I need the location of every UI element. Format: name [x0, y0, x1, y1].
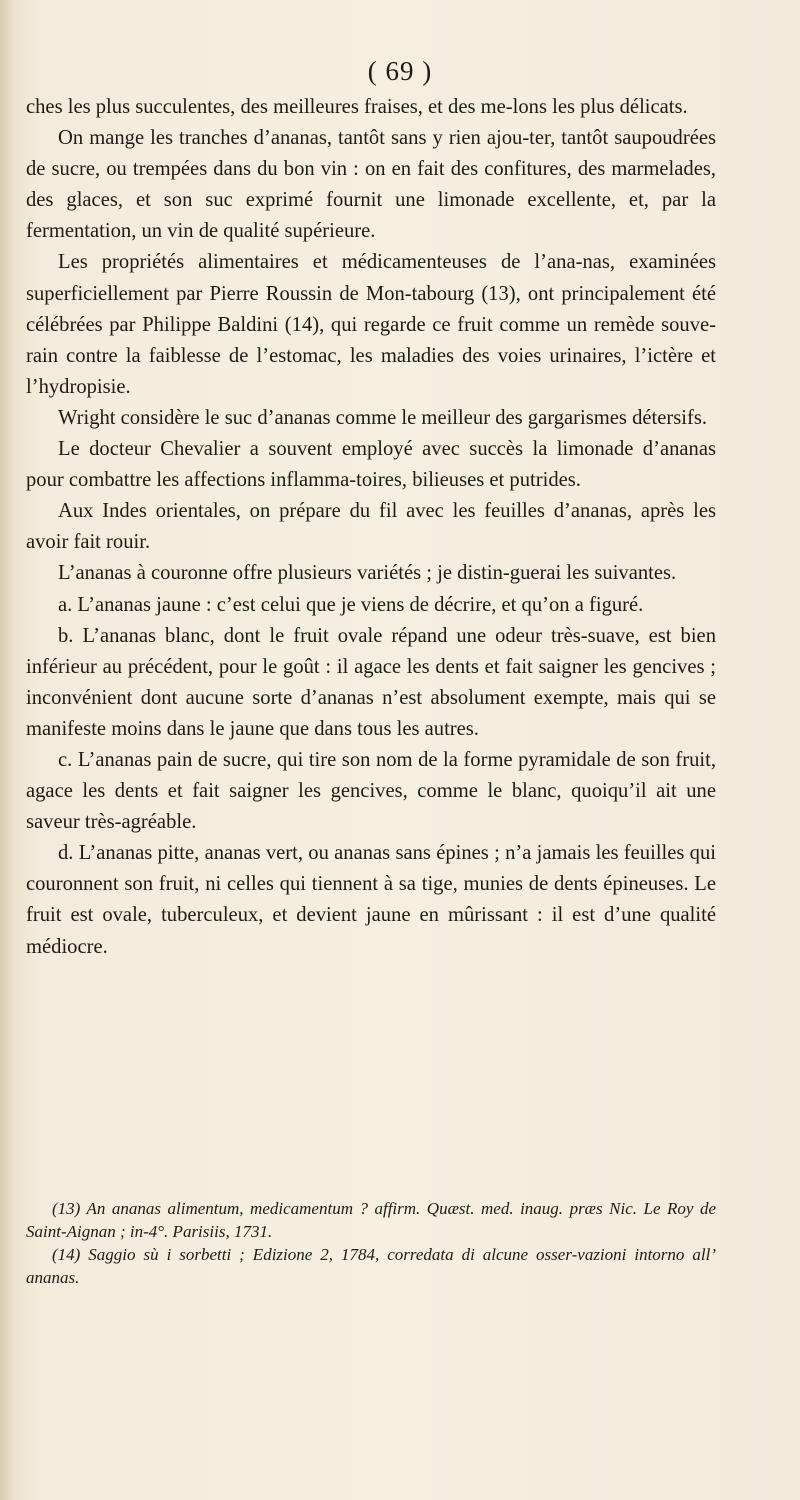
paragraph: Wright considère le suc d’ananas comme le meilleur des gargarismes détersifs. — [58, 406, 707, 429]
paragraph: c. L’ananas pain de sucre, qui tire son nom de la forme pyramidale de son fruit, agace les dents et fait saigner les gencives, comme le blanc, quoiqu’il ait une saveur très-agréable. — [26, 748, 716, 834]
paragraph: On mange les tranches d’ananas, tantôt sans y rien ajou-ter, tantôt saupoudrées de sucre, ou trempées dans du bon vin : on en fait des confitures, des marmelades, des glaces, et son suc exprimé fournit une limonade excellente, et, par la fermentation, un vin de qualité supérieure. — [26, 127, 716, 243]
paragraph: Les propriétés alimentaires et médicamenteuses de l’ana-nas, examinées superficiellement par Pierre Roussin de Mon-tabourg (13), ont principalement été célébrées par Philippe Baldini (14), qui regarde ce fruit comme un remède souve-rain contre la faiblesse de l’estomac, les maladies des voies urinaires, l’ictère et l’hydropisie. — [26, 251, 716, 398]
paragraph: L’ananas à couronne offre plusieurs variétés ; je distin-guerai les suivantes. — [58, 562, 677, 585]
paragraph: b. L’ananas blanc, dont le fruit ovale répand une odeur très-suave, est bien inférieur au précédent, pour le goût : il agace les dents et fait saigner les gencives ; inconvénient dont aucune sorte d’ananas n’est absolument exempte, mais qui se manifeste moins dans le jaune que dans tous les autres. — [26, 624, 716, 740]
page-number: ( 69 ) — [367, 56, 433, 86]
page-edge — [0, 0, 14, 1500]
paragraph: ches les plus succulentes, des meilleures fraises, et des me-lons les plus délicats. — [26, 96, 688, 118]
paragraph: Aux Indes orientales, on prépare du fil avec les feuilles d’ananas, après les avoir fait rouir. — [26, 500, 716, 554]
paragraph: a. L’ananas jaune : c’est celui que je viens de décrire, et qu’on a figuré. — [58, 593, 644, 616]
footnote-text: (13) An ananas alimentum, medicamentum ? affirm. Quæst. med. inaug. præs Nic. Le Roy de Saint-Aignan ; in-4°. Parisiis, 1731. — [26, 1199, 716, 1241]
main-text — [26, 92, 716, 963]
footnote — [26, 1197, 716, 1243]
footnote — [26, 1243, 716, 1289]
footnote-text: (14) Saggio sù i sorbetti ; Edizione 2, 1784, corredata di alcune osser-vazioni intorno all’ ananas. — [26, 1245, 716, 1287]
paragraph: d. L’ananas pitte, ananas vert, ou ananas sans épines ; n’a jamais les feuilles qui couronnent son fruit, ni celles qui tiennent à sa tige, munies de dents épineuses. Le fruit est ovale, tuberculeux, et devient jaune en mûrissant : il est d’une qualité médiocre. — [26, 842, 716, 958]
footnotes — [26, 1197, 716, 1289]
paragraph: Le docteur Chevalier a souvent employé avec succès la limonade d’ananas pour combattre les affections inflamma-toires, bilieuses et putrides. — [26, 438, 716, 492]
